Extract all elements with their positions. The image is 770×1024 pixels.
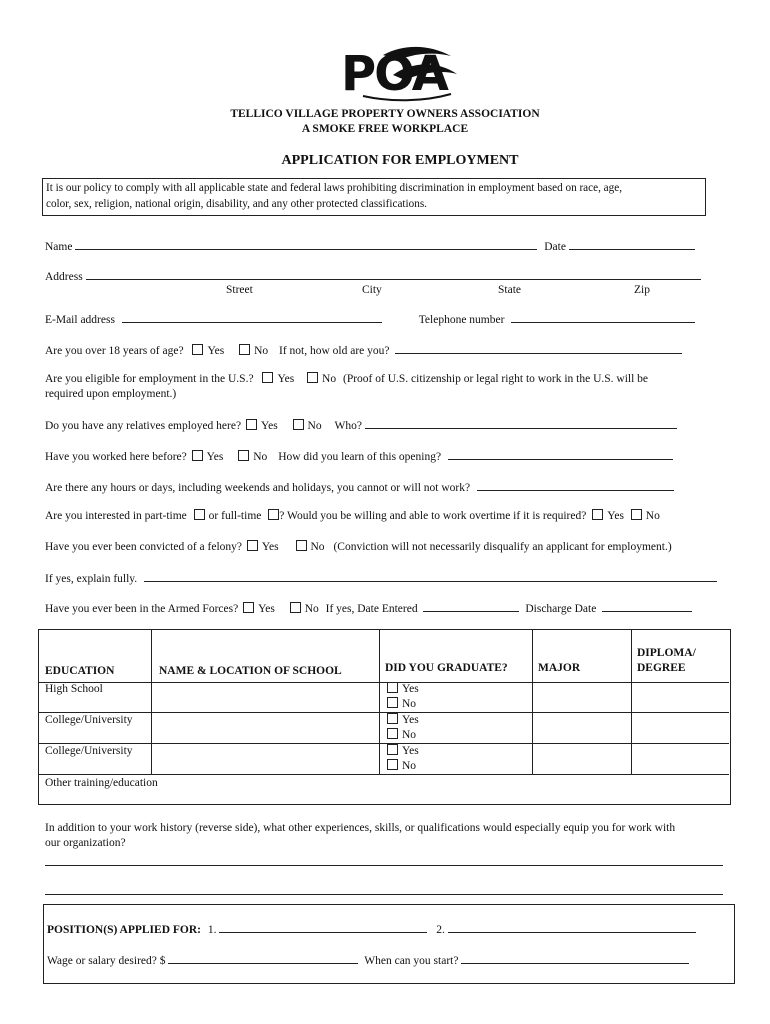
policy-line-1: It is our policy to comply with all applicable state and federal laws prohibiting discrimination in employment based on race, age, xyxy=(46,182,622,194)
hours-question-row xyxy=(45,479,674,494)
age-question-row xyxy=(45,342,682,357)
wage-field[interactable] xyxy=(168,952,358,964)
date-entered-field[interactable] xyxy=(423,600,519,612)
overtime-yes-checkbox[interactable] xyxy=(592,509,603,520)
fulltime-checkbox[interactable] xyxy=(268,509,279,520)
explain-field[interactable] xyxy=(144,570,717,582)
worktype-question-row xyxy=(45,509,660,522)
age-question: Are you over 18 years of age? xyxy=(45,345,184,357)
no-label: No xyxy=(402,698,417,710)
policy-line-2: color, sex, religion, national origin, disability, and any other protected classifications. xyxy=(46,198,427,210)
hours-question: Are there any hours or days, including weekends and holidays, you cannot or will not work? xyxy=(45,482,471,494)
worked-question-row xyxy=(45,448,673,463)
learn-question: How did you learn of this opening? xyxy=(278,451,442,463)
tagline: A SMOKE FREE WORKPLACE xyxy=(301,123,469,135)
learn-field[interactable] xyxy=(448,448,673,460)
worked-no-checkbox[interactable] xyxy=(238,450,249,461)
state-label: State xyxy=(498,284,521,296)
wage-label: Wage or salary desired? $ xyxy=(47,955,166,967)
relatives-who: Who? xyxy=(334,420,362,432)
education-header: EDUCATION xyxy=(45,665,115,677)
additional-answer-line[interactable] xyxy=(45,894,723,895)
college2-yes-checkbox[interactable] xyxy=(387,744,398,755)
start-field[interactable] xyxy=(461,952,689,964)
col-divider xyxy=(379,630,380,774)
college2-no-checkbox[interactable] xyxy=(387,759,398,770)
explain-row xyxy=(45,570,717,585)
position-box xyxy=(43,904,735,984)
no-label: No xyxy=(402,760,417,772)
logo-text: POA xyxy=(341,46,447,102)
education-row-label: High School xyxy=(45,683,103,695)
position-1-label: 1. xyxy=(207,924,217,936)
policy-notice xyxy=(42,178,706,216)
college1-yes-checkbox[interactable] xyxy=(387,713,398,724)
address-label: Address xyxy=(45,271,83,283)
no-label: No xyxy=(253,451,268,463)
fulltime-label: or full-time xyxy=(208,510,262,522)
row-divider xyxy=(39,774,729,775)
col-divider xyxy=(151,630,152,774)
yes-label: Yes xyxy=(607,510,624,522)
relatives-no-checkbox[interactable] xyxy=(293,419,304,430)
row-divider xyxy=(39,682,729,683)
address-row xyxy=(45,268,701,283)
age-yes-checkbox[interactable] xyxy=(192,344,203,355)
no-label: No xyxy=(304,603,319,615)
yes-label: Yes xyxy=(402,683,419,695)
address-field[interactable] xyxy=(86,268,701,280)
relatives-who-field[interactable] xyxy=(365,417,677,429)
additional-question-1: In addition to your work history (reverse side), what other experiences, skills, or qualifications would especially equip you for work with xyxy=(45,822,676,834)
position-label: POSITION(S) APPLIED FOR: xyxy=(47,924,201,936)
yes-label: Yes xyxy=(260,420,278,432)
graduate-header: DID YOU GRADUATE? xyxy=(385,662,508,674)
explain-label: If yes, explain fully. xyxy=(45,573,138,585)
relatives-yes-checkbox[interactable] xyxy=(246,419,257,430)
yes-label: Yes xyxy=(207,345,225,357)
felony-question-row xyxy=(45,540,672,553)
position-2-label: 2. xyxy=(436,924,445,936)
yes-label: Yes xyxy=(206,451,224,463)
major-header: MAJOR xyxy=(538,662,581,674)
other-training-label: Other training/education xyxy=(45,777,158,789)
graduate-options xyxy=(385,713,419,743)
name-row xyxy=(45,238,695,253)
name-field[interactable] xyxy=(75,238,537,250)
additional-question-2: our organization? xyxy=(45,837,126,849)
education-row-label: College/University xyxy=(45,745,133,757)
felony-no-checkbox[interactable] xyxy=(296,540,307,551)
street-label: Street xyxy=(226,284,253,296)
graduate-options xyxy=(385,682,419,712)
zip-label: Zip xyxy=(634,284,650,296)
email-label: E-Mail address xyxy=(45,314,115,326)
education-row-label: College/University xyxy=(45,714,133,726)
school-header: NAME & LOCATION OF SCHOOL xyxy=(159,665,342,677)
no-label: No xyxy=(307,420,322,432)
position-1-field[interactable] xyxy=(219,921,427,933)
education-table xyxy=(38,629,731,805)
eligible-question: Are you eligible for employment in the U.S.? xyxy=(45,373,254,385)
name-label: Name xyxy=(45,241,73,253)
no-label: No xyxy=(254,345,269,357)
worked-yes-checkbox[interactable] xyxy=(192,450,203,461)
position-row xyxy=(47,921,696,936)
worked-question: Have you worked here before? xyxy=(45,451,187,463)
no-label: No xyxy=(402,729,417,741)
no-label: No xyxy=(310,541,325,553)
yes-label: Yes xyxy=(277,373,295,385)
overtime-question: ? Would you be willing and able to work overtime if it is required? xyxy=(279,510,587,522)
degree-header: DEGREE xyxy=(637,662,686,674)
felony-note: (Conviction will not necessarily disqualify an applicant for employment.) xyxy=(333,541,672,553)
wage-row xyxy=(47,952,689,967)
email-row xyxy=(45,311,695,326)
age-field[interactable] xyxy=(395,342,682,354)
phone-label: Telephone number xyxy=(418,314,505,326)
col-divider xyxy=(631,630,632,774)
row-divider xyxy=(39,743,729,744)
city-label: City xyxy=(362,284,382,296)
graduate-options xyxy=(385,744,419,774)
no-label: No xyxy=(322,373,337,385)
discharge-date-field[interactable] xyxy=(602,600,692,612)
diploma-header: DIPLOMA/ xyxy=(637,647,696,659)
eligible-yes-checkbox[interactable] xyxy=(262,372,273,383)
parttime-checkbox[interactable] xyxy=(194,509,205,520)
college1-no-checkbox[interactable] xyxy=(387,728,398,739)
yes-label: Yes xyxy=(261,541,279,553)
parttime-question: Are you interested in part-time xyxy=(45,510,187,522)
eligible-note-2: required upon employment.) xyxy=(45,388,177,400)
date-label: Date xyxy=(544,241,566,253)
eligible-question-row xyxy=(45,372,648,385)
discharge-label: Discharge Date xyxy=(525,603,597,615)
age-no-checkbox[interactable] xyxy=(239,344,250,355)
email-field[interactable] xyxy=(122,311,382,323)
hs-yes-checkbox[interactable] xyxy=(387,682,398,693)
yes-label: Yes xyxy=(258,603,275,615)
felony-yes-checkbox[interactable] xyxy=(247,540,258,551)
age-followup: If not, how old are you? xyxy=(279,345,390,357)
hs-no-checkbox[interactable] xyxy=(387,697,398,708)
yes-label: Yes xyxy=(402,745,419,757)
row-divider xyxy=(39,712,729,713)
org-name: TELLICO VILLAGE PROPERTY OWNERS ASSOCIATION xyxy=(230,108,540,120)
position-2-field[interactable] xyxy=(448,921,696,933)
eligible-no-checkbox[interactable] xyxy=(307,372,318,383)
forces-entered-label: If yes, Date Entered xyxy=(325,603,418,615)
forces-no-checkbox[interactable] xyxy=(290,602,301,613)
no-label: No xyxy=(645,510,660,522)
relatives-question-row xyxy=(45,417,677,432)
relatives-question: Do you have any relatives employed here? xyxy=(45,420,242,432)
forces-question: Have you ever been in the Armed Forces? xyxy=(45,603,239,615)
date-field[interactable] xyxy=(569,238,695,250)
start-label: When can you start? xyxy=(364,955,459,967)
poa-logo xyxy=(335,40,465,105)
col-divider xyxy=(532,630,533,774)
overtime-no-checkbox[interactable] xyxy=(631,509,642,520)
phone-field[interactable] xyxy=(511,311,695,323)
eligible-note: (Proof of U.S. citizenship or legal right to work in the U.S. will be xyxy=(342,373,649,385)
yes-label: Yes xyxy=(402,714,419,726)
hours-field[interactable] xyxy=(477,479,674,491)
felony-question: Have you ever been convicted of a felony? xyxy=(45,541,243,553)
additional-answer-line[interactable] xyxy=(45,865,723,866)
forces-yes-checkbox[interactable] xyxy=(243,602,254,613)
form-title: APPLICATION FOR EMPLOYMENT xyxy=(281,153,519,168)
forces-question-row xyxy=(45,600,692,615)
